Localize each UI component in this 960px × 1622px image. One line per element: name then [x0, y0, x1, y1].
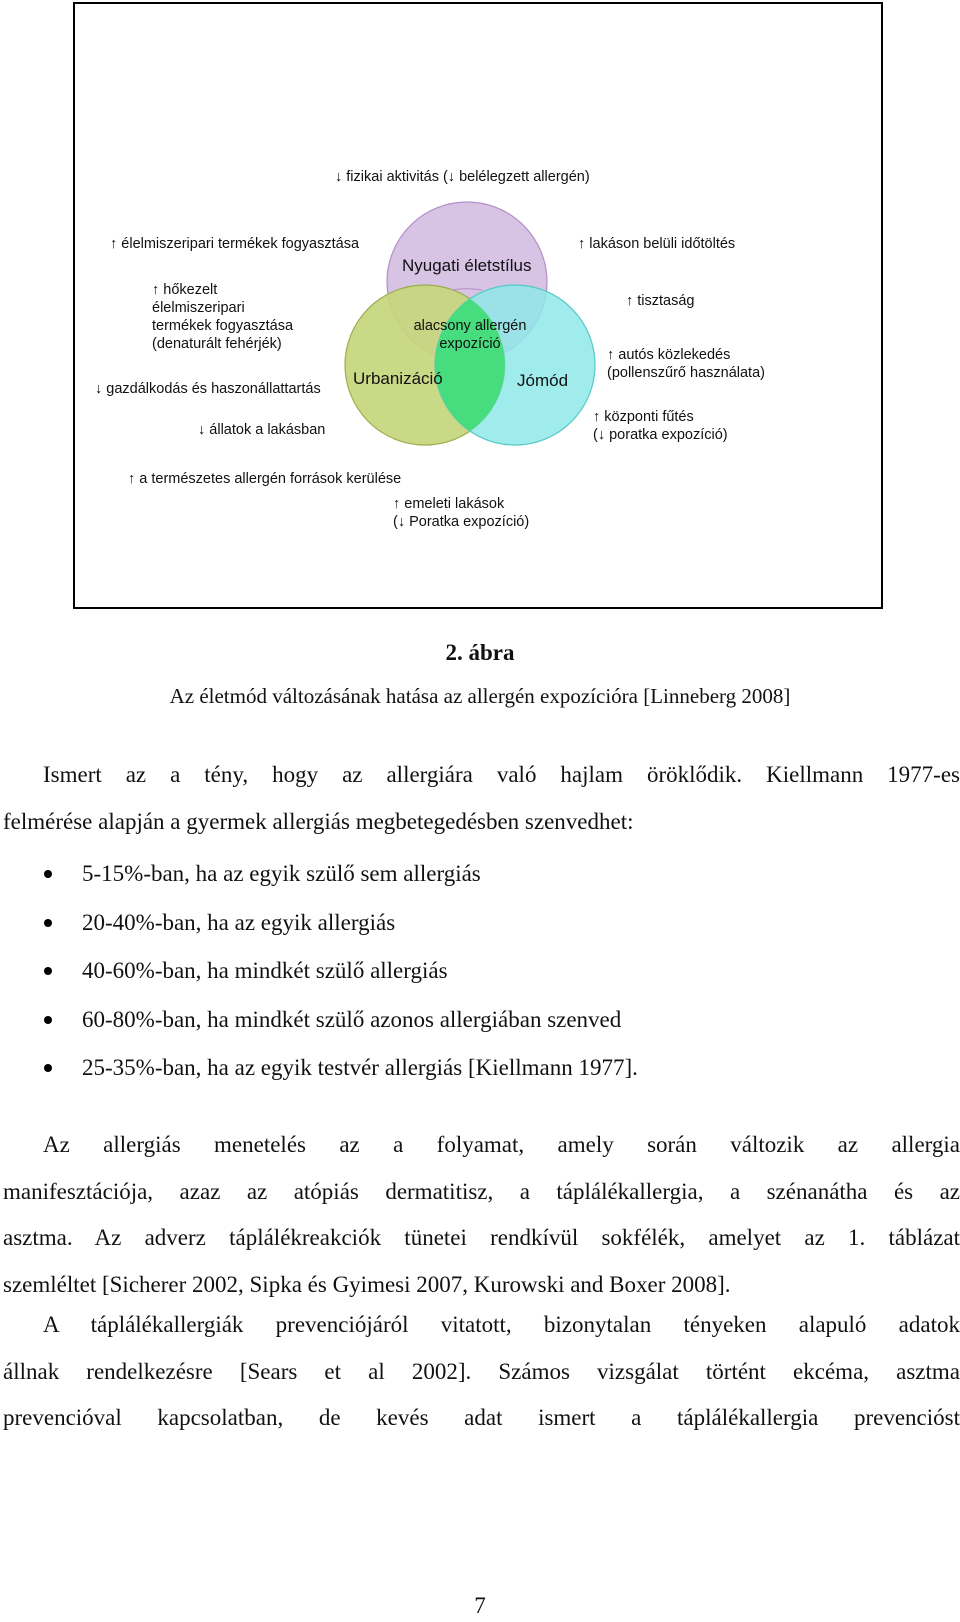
circle-label-western: Nyugati életstílus — [402, 256, 532, 275]
paragraph-line: manifesztációja, azaz az atópiás dermatitisz, a táplálékallergia, a szénanátha és az — [3, 1178, 960, 1204]
paragraph-heredity — [3, 752, 960, 845]
bullet-dot-icon — [44, 870, 52, 878]
paragraph-line: állnak rendelkezésre [Sears et al 2002]. Számos vizsgálat történt ekcéma, asztma — [3, 1358, 960, 1384]
center-label: alacsony allergén expozíció — [413, 318, 527, 352]
paragraph-line: prevencióval kapcsolatban, de kevés adat ismert a táplálékallergia prevencióst — [3, 1405, 960, 1430]
figure-number: 2. ábra — [445, 640, 515, 665]
bullet-dot-icon — [44, 1064, 52, 1072]
factor-central-heating: ↑ központi fűtés (↓ poratka expozíció) — [593, 409, 728, 443]
figure-caption: Az életmód változásának hatása az allergén expozícióra [Linneberg 2008] — [169, 684, 791, 708]
bullet-item: 25-35%-ban, ha az egyik testvér allergiás [Kiellmann 1977]. — [42, 1055, 638, 1104]
factor-animals: ↓ állatok a lakásban — [198, 422, 326, 438]
factor-cleanliness: ↑ tisztaság — [626, 293, 695, 309]
paragraph-line: szemléltet [Sicherer 2002, Sipka és Gyimesi 2007, Kurowski and Boxer 2008]. — [3, 1271, 731, 1297]
paragraph-line: asztma. Az adverz táplálékreakciók tünetei rendkívül sokfélék, amelyet az 1. táblázat — [3, 1225, 960, 1250]
bullet-dot-icon — [44, 967, 52, 975]
paragraph-line: felmérése alapján a gyermek allergiás megbetegedésben szenvedhet: — [3, 808, 634, 834]
bullet-dot-icon — [44, 919, 52, 927]
bullet-item: 60-80%-ban, ha mindkét szülő azonos allergiában szenved — [42, 1007, 638, 1056]
factor-food-industry: ↑ élelmiszeripari termékek fogyasztása — [110, 236, 360, 252]
paragraph-line: Az allergiás menetelés az a folyamat, amely során változik az allergia — [43, 1132, 960, 1157]
risk-bullet-list — [42, 861, 638, 1104]
bullet-item: 20-40%-ban, ha az egyik allergiás — [42, 910, 638, 959]
paragraph-line: Ismert az a tény, hogy az allergiára való hajlam öröklődik. Kiellmann 1977-es — [43, 762, 960, 787]
circle-label-wealth: Jómód — [517, 371, 569, 390]
factor-car: ↑ autós közlekedés (pollenszűrő használata) — [607, 347, 765, 381]
factor-natural-sources: ↑ a természetes allergén források kerülése — [128, 471, 402, 487]
paragraph-prevention — [3, 1302, 960, 1442]
paragraph-line: A táplálékallergiák prevenciójáról vitatott, bizonytalan tényeken alapuló adatok — [43, 1312, 960, 1337]
factor-heated-food: ↑ hőkezelt élelmiszeripari termékek fogyasztása (denaturált fehérjék) — [152, 282, 294, 352]
factor-farming: ↓ gazdálkodás és haszonállattartás — [95, 381, 321, 397]
factor-upper-floor: ↑ emeleti lakások (↓ Poratka expozíció) — [393, 496, 530, 530]
circle-label-urbanization: Urbanizáció — [353, 369, 443, 388]
page-number: 7 — [474, 1593, 486, 1618]
bullet-dot-icon — [44, 1016, 52, 1024]
paragraph-allergic-march — [3, 1122, 960, 1308]
bullet-item: 5-15%-ban, ha az egyik szülő sem allergiás — [42, 861, 638, 910]
factor-indoor-time: ↑ lakáson belüli időtöltés — [578, 236, 736, 252]
bullet-item: 40-60%-ban, ha mindkét szülő allergiás — [42, 958, 638, 1007]
factor-physical-activity: ↓ fizikai aktivitás (↓ belélegzett allergén) — [335, 169, 590, 185]
